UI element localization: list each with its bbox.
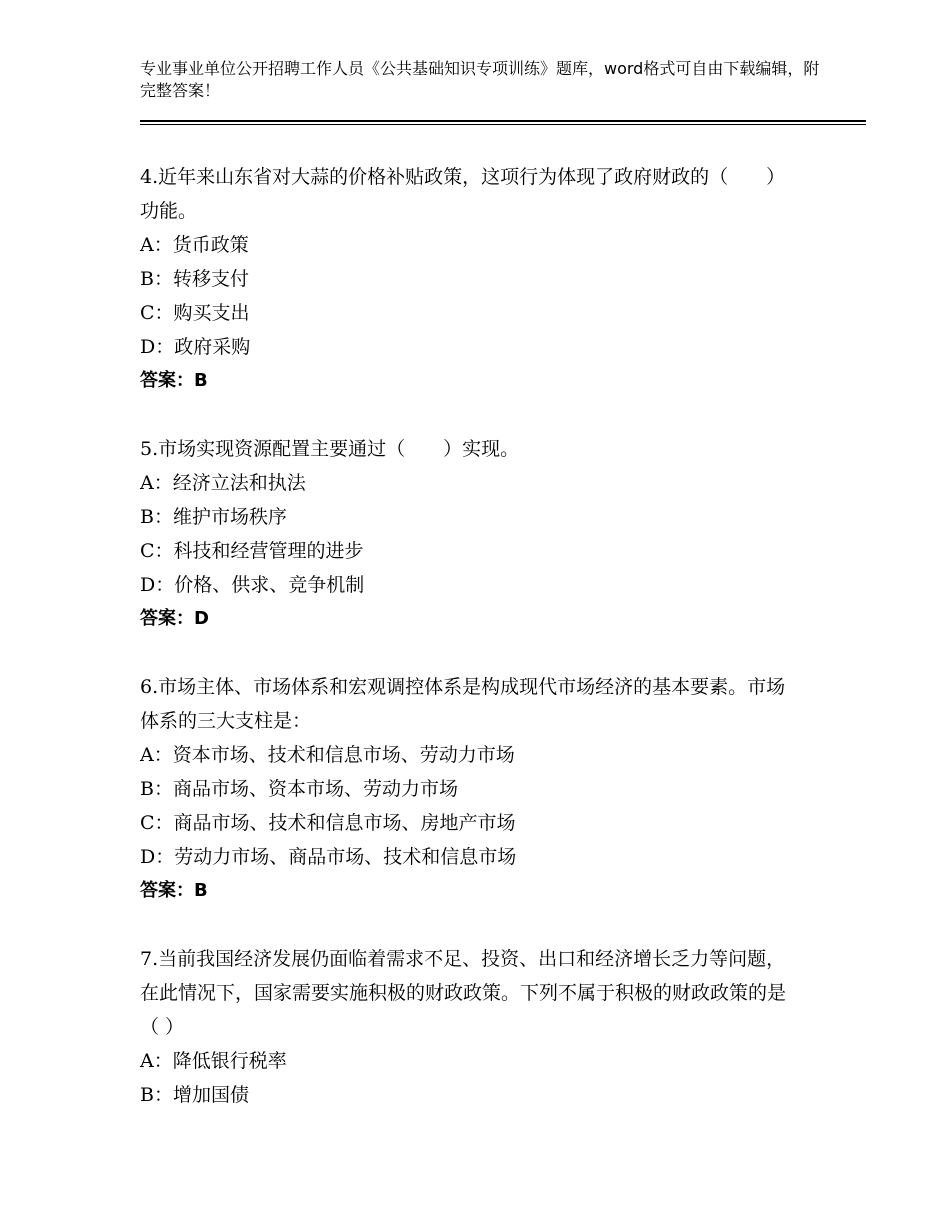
header-divider-thick xyxy=(140,120,866,122)
option-d: D：劳动力市场、商品市场、技术和信息市场 xyxy=(140,846,517,868)
option-d: D：政府采购 xyxy=(140,336,251,358)
option-b: B：转移支付 xyxy=(140,268,249,290)
option-a: A：降低银行税率 xyxy=(140,1050,287,1072)
option-a: A：经济立法和执法 xyxy=(140,472,306,494)
answer-label: 答案：B xyxy=(140,370,208,391)
header-divider-thin xyxy=(140,124,866,125)
question-5 xyxy=(140,432,800,636)
option-c: C：商品市场、技术和信息市场、房地产市场 xyxy=(140,812,516,834)
option-b: B：商品市场、资本市场、劳动力市场 xyxy=(140,778,458,800)
answer-label: 答案：D xyxy=(140,608,209,629)
option-c: C：科技和经营管理的进步 xyxy=(140,540,364,562)
question-stem: 5.市场实现资源配置主要通过（ ）实现。 xyxy=(140,438,520,460)
option-a: A：资本市场、技术和信息市场、劳动力市场 xyxy=(140,744,515,766)
question-list xyxy=(140,160,800,1146)
page-header: 专业事业单位公开招聘工作人员《公共基础知识专项训练》题库，word格式可自由下载编辑，附完整答案！ xyxy=(140,59,820,100)
question-7 xyxy=(140,942,800,1112)
question-stem: 7.当前我国经济发展仍面临着需求不足、投资、出口和经济增长乏力等问题，在此情况下，国家需要实施积极的财政政策。下列不属于积极的财政政策的是（ ） xyxy=(140,948,787,1038)
option-a: A：货币政策 xyxy=(140,234,249,256)
option-b: B：维护市场秩序 xyxy=(140,506,287,528)
option-b: B：增加国债 xyxy=(140,1084,249,1106)
question-stem: 4.近年来山东省对大蒜的价格补贴政策，这项行为体现了政府财政的（ ）功能。 xyxy=(140,166,786,222)
answer-label: 答案：B xyxy=(140,880,208,901)
option-c: C：购买支出 xyxy=(140,302,250,324)
question-6 xyxy=(140,670,800,908)
question-4 xyxy=(140,160,800,398)
question-stem: 6.市场主体、市场体系和宏观调控体系是构成现代市场经济的基本要素。市场体系的三大支柱是： xyxy=(140,676,786,732)
option-d: D：价格、供求、竞争机制 xyxy=(140,574,365,596)
